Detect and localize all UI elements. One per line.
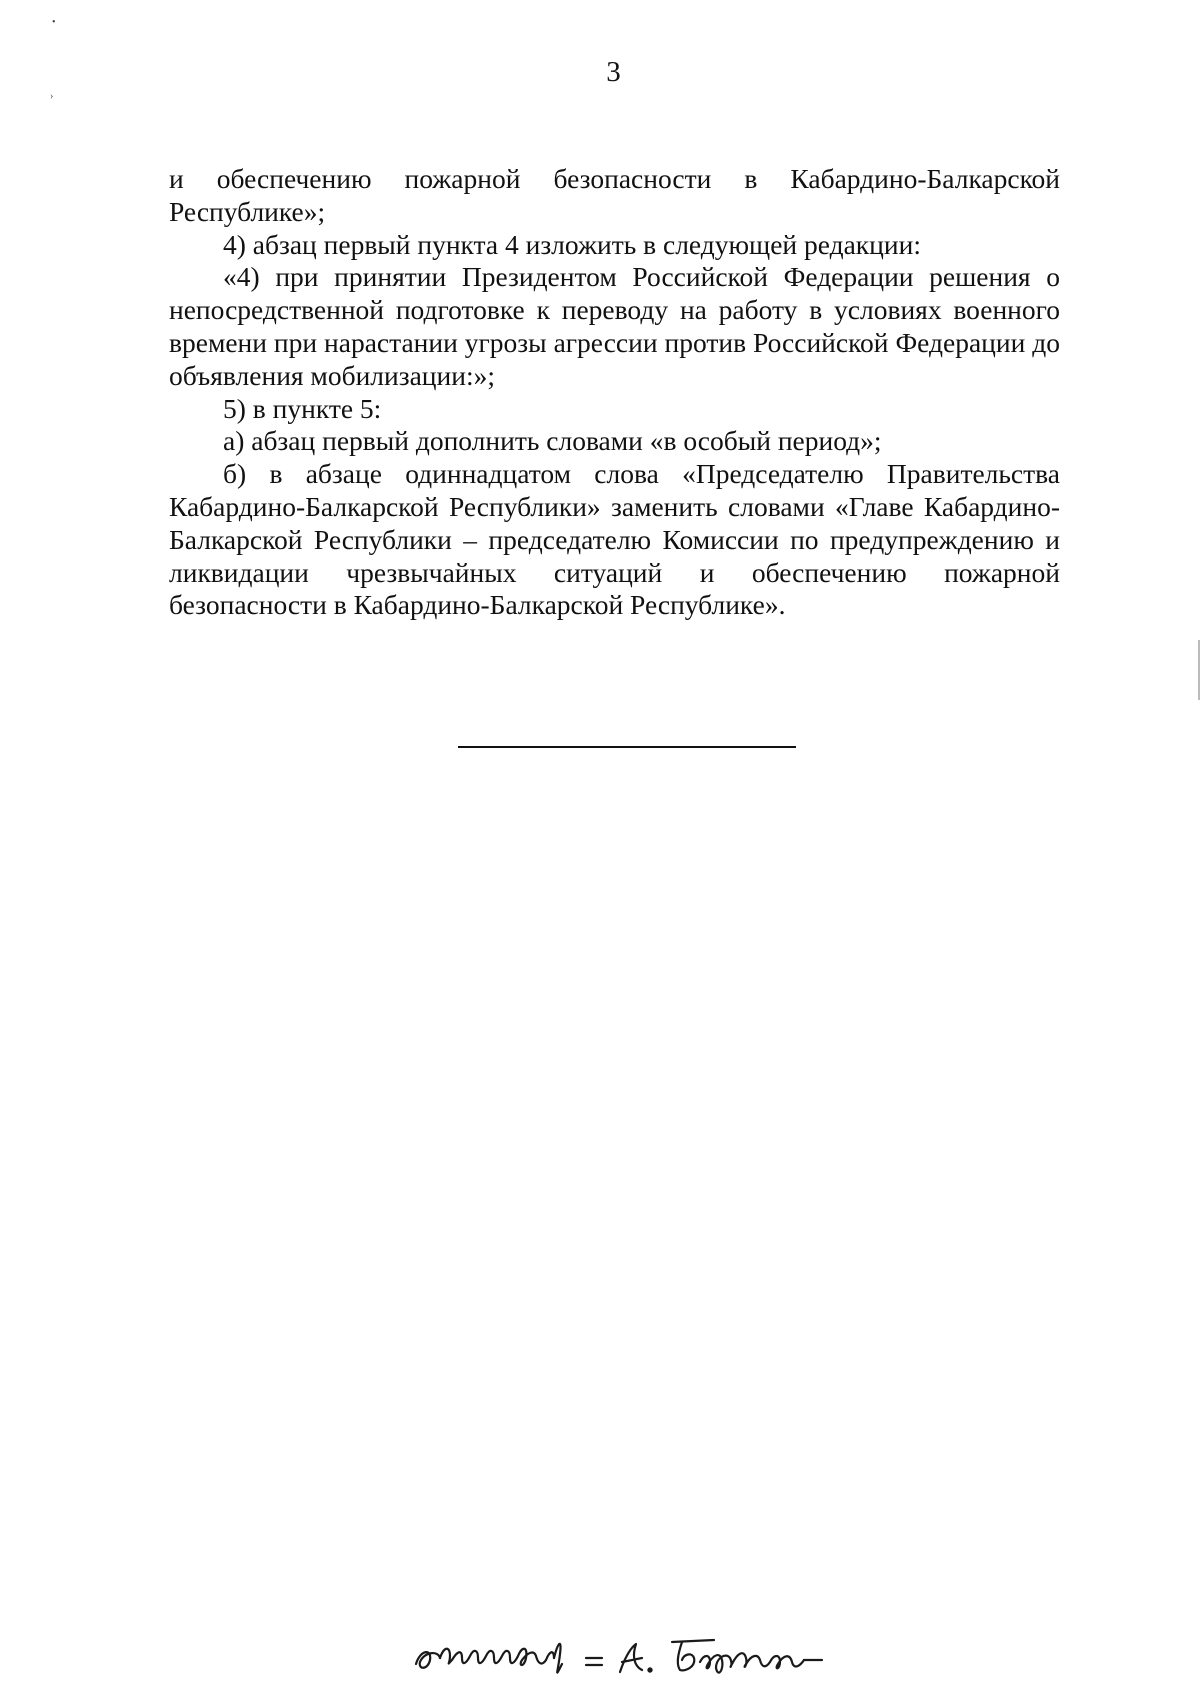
scan-mark: ›	[50, 91, 54, 102]
paragraph-quoted-item-4: «4) при принятии Президентом Российской Федерации решения о непосредственной подготовке к переводу на работу в условиях военного времени при нарастании угрозы агрессии против Российской Федерации до объявления мобилизации:»;	[169, 261, 1060, 391]
signature-drawing	[410, 1620, 850, 1690]
paragraph-continuation: и обеспечению пожарной безопасности в Кабардино-Балкарской Республике»;	[169, 163, 1060, 227]
paragraph-item-4: 4) абзац первый пункта 4 изложить в следующей редакции:	[223, 228, 921, 260]
document-body	[169, 163, 1060, 622]
page-number: 3	[606, 56, 621, 88]
paragraph-subitem-a: а) абзац первый дополнить словами «в особый период»;	[223, 425, 882, 457]
paragraph-item-5: 5) в пункте 5:	[223, 392, 382, 424]
handwritten-signature	[410, 1620, 850, 1690]
paragraph-subitem-b: б) в абзаце одиннадцатом слова «Председателю Правительства Кабардино-Балкарской Республики» заменить словами «Главе Кабардино-Балкарской Республики – председателю Комиссии по предупреждению и ликвидации чрезвычайных ситуаций и обеспечению пожарной безопасности в Кабардино-Балкарской Республике».	[169, 458, 1060, 621]
scan-mark: •	[52, 17, 56, 28]
end-of-text-line	[458, 746, 796, 748]
